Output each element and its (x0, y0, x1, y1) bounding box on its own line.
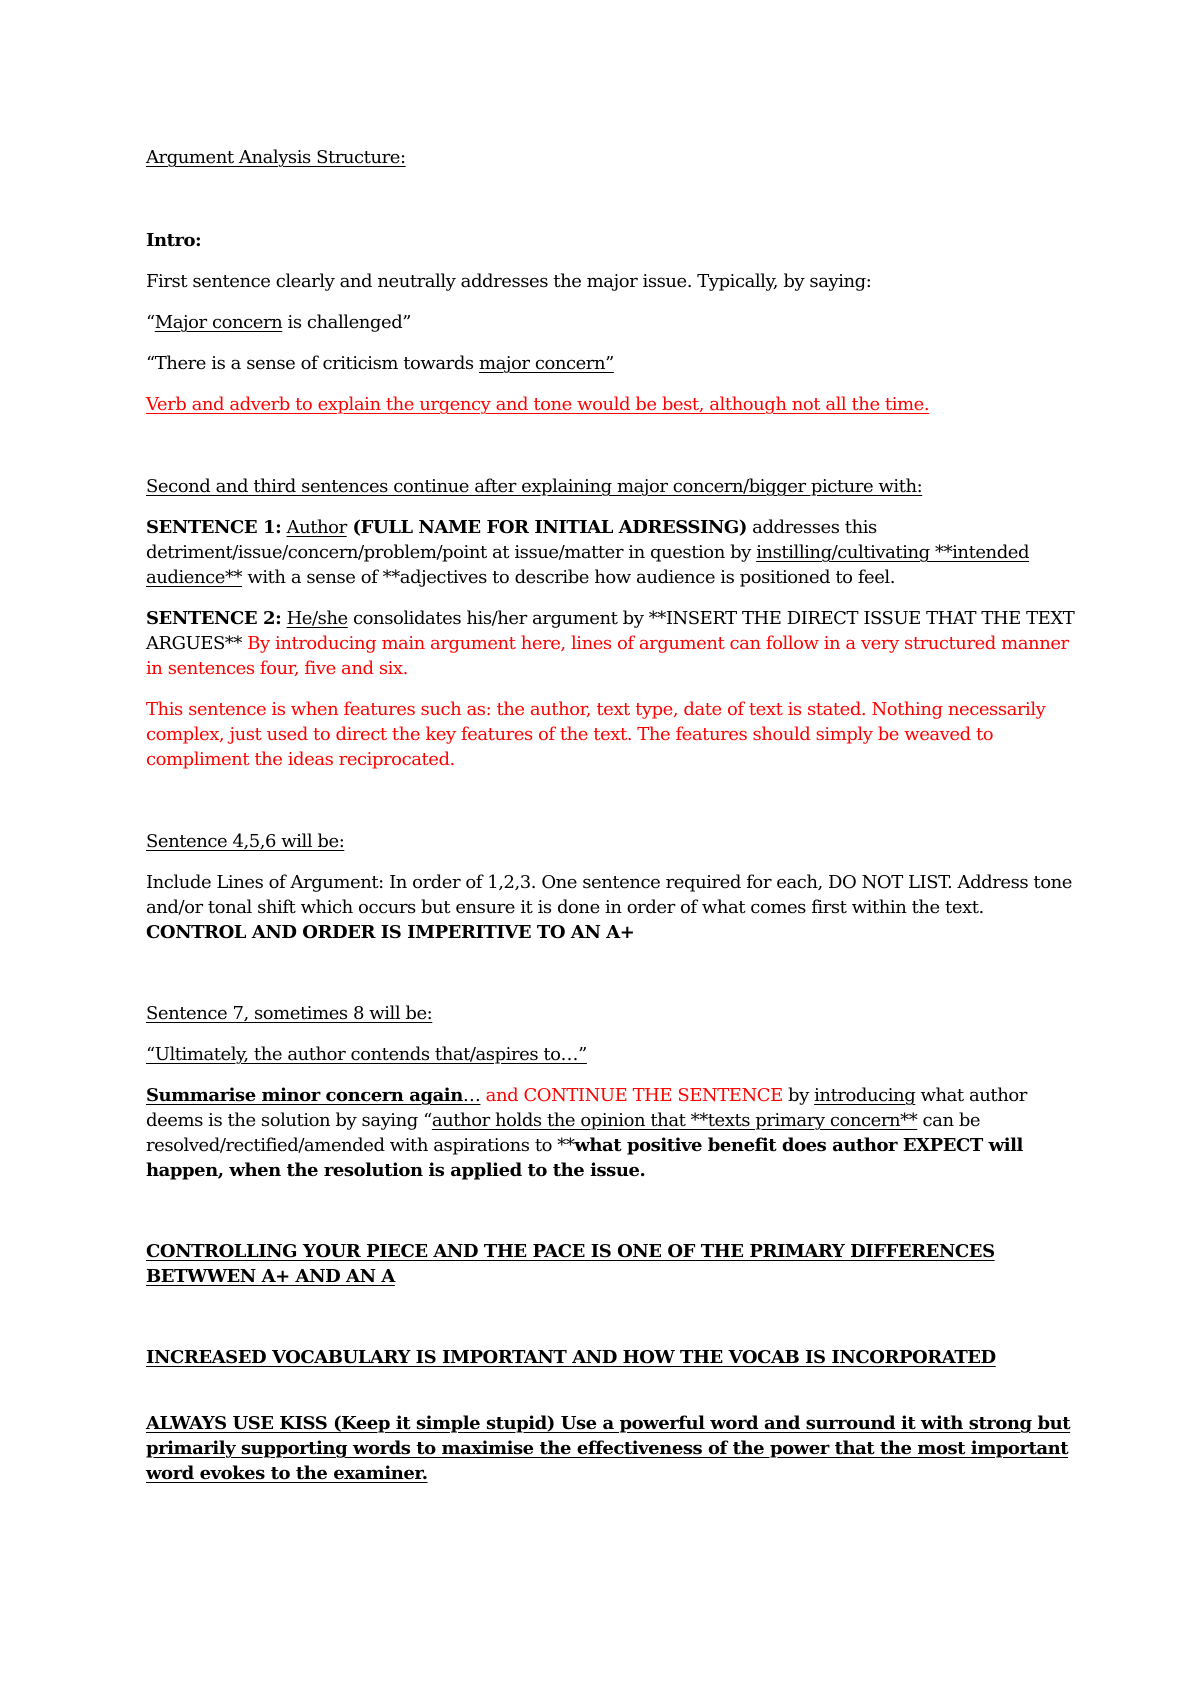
sentence-1-author: Author (286, 517, 347, 538)
control-pace-heading: CONTROLLING YOUR PIECE AND THE PACE IS ONE OF THE PRIMARY DIFFERENCES BETWWEN A+ AND AN A (146, 1241, 995, 1287)
introducing-underlined: introducing (814, 1085, 916, 1106)
sentence-1-end: with a sense of **adjectives to describe how audience is positioned to feel. (242, 567, 896, 588)
sentence-456-paragraph (146, 870, 1076, 945)
sentence-1-underlined: instilling/cultivating **intended audience** (146, 542, 1030, 588)
second-third-heading: Second and third sentences continue after explaining major concern/bigger picture with: (146, 476, 923, 497)
sentence-1-text: addresses this detriment/issue/concern/problem/point at issue/matter in question by (146, 517, 877, 563)
summarise-bold: Summarise minor concern again (146, 1085, 463, 1106)
ex1-rest: is challenged” (282, 312, 412, 333)
intro-note: Verb and adverb to explain the urgency and tone would be best, although not all the time. (146, 394, 930, 415)
benefit-bold: what positive benefit does author EXPECT will happen, when the resolution is applied to the issue. (146, 1135, 1023, 1181)
summarise-dots: … (462, 1085, 481, 1106)
sentence-1-label: SENTENCE 1: (146, 517, 282, 538)
features-note: This sentence is when features such as: the author, text type, date of text is stated. Nothing necessarily complex, just used to direct the key features of the text. The features should simply be weaved to compliment the ideas reciprocated. (146, 699, 1046, 770)
sentence-1-fullname: (FULL NAME FOR INITIAL ADRESSING) (346, 517, 747, 538)
sentence-78-heading: Sentence 7, sometimes 8 will be: (146, 1003, 433, 1024)
sentence-456-text: Include Lines of Argument: In order of 1,2,3. One sentence required for each, DO NOT LIST. Address tone and/or tonal shift which occurs but ensure it is done in order of what comes first within the text. (146, 872, 1072, 918)
doc-title: Argument Analysis Structure: (146, 147, 406, 168)
sentence-2-text: consolidates his/her argument by **INSERT THE DIRECT ISSUE THAT THE TEXT ARGUES** (146, 608, 1075, 654)
intro-example-1 (146, 310, 1076, 335)
sentence-456-heading: Sentence 4,5,6 will be: (146, 831, 345, 852)
sentence-2-pronoun: He/she (286, 608, 348, 629)
vocabulary-heading: INCREASED VOCABULARY IS IMPORTANT AND HOW THE VOCAB IS INCORPORATED (146, 1347, 996, 1368)
intro-example-2 (146, 351, 1076, 376)
opinion-underlined: author holds the opinion that **texts primary concern** (431, 1110, 918, 1131)
ex2-underlined: major concern” (478, 353, 614, 374)
sentence-78-quote: “Ultimately, the author contends that/aspires to…” (146, 1044, 587, 1065)
sentence-2-paragraph (146, 606, 1076, 681)
sentence-2-note: By introducing main argument here, lines of argument can follow in a very structured manner in sentences four, five and six. (146, 633, 1069, 679)
ex1-underlined: Major concern (154, 312, 283, 333)
sentence-1-paragraph (146, 515, 1076, 590)
sentence-456-emphasis: CONTROL AND ORDER IS IMPERITIVE TO AN A+ (146, 922, 635, 943)
ex1-open-quote: “ (146, 312, 155, 333)
kiss-heading: ALWAYS USE KISS (Keep it simple stupid) Use a powerful word and surround it with strong but primarily supporting words to maximise the effectiveness of the power that the most important word evokes to the examiner. (146, 1413, 1071, 1484)
sentence-2-label: SENTENCE 2: (146, 608, 282, 629)
intro-heading: Intro: (146, 230, 202, 251)
ex2-prefix: “There is a sense of criticism towards (146, 353, 479, 374)
sentence-78-paragraph: Summarise minor concern again… and CONTINUE THE SENTENCE by introducing what author deems is the solution by saying “author holds the opinion that **texts primary concern** can be resolved/rectified/amended with aspirations to **what positive benefit does author EXPECT will happen, when the resolution is applied to the issue. (146, 1085, 1027, 1181)
intro-first-sentence: First sentence clearly and neutrally addresses the major issue. Typically, by saying: (146, 271, 872, 292)
continue-red: and CONTINUE THE SENTENCE (480, 1085, 783, 1106)
